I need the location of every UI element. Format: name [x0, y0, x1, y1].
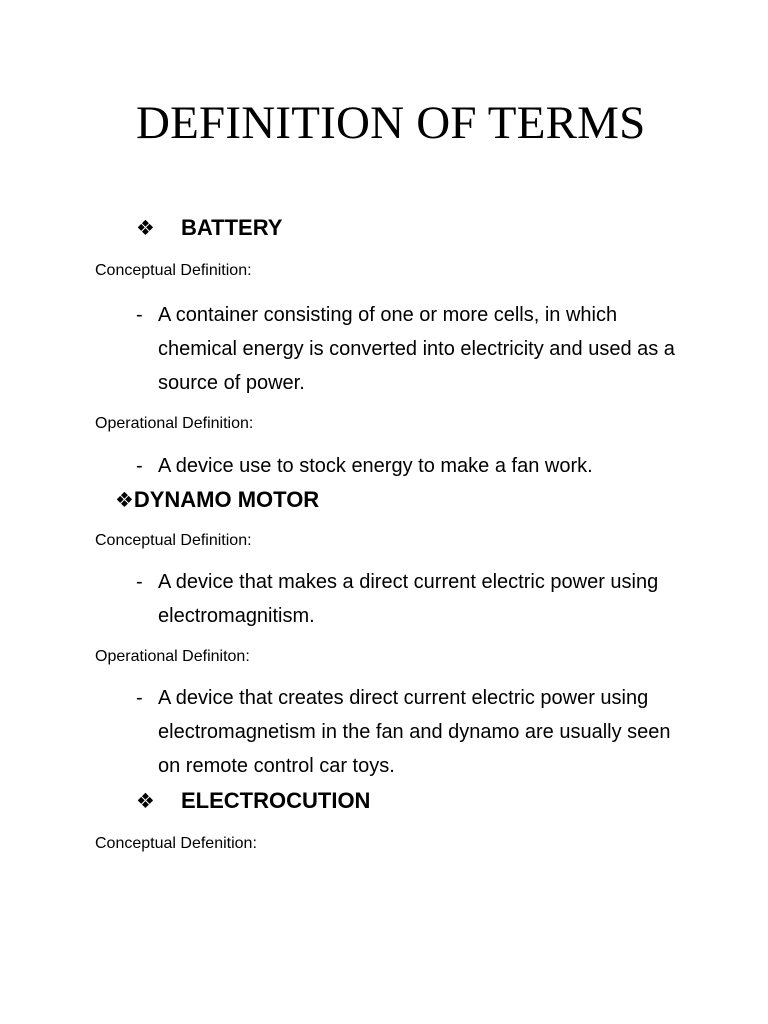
page-title: DEFINITION OF TERMS [136, 97, 646, 149]
dash-bullet-icon: - [136, 455, 143, 477]
section-title: DYNAMO MOTOR [133, 487, 320, 512]
definition-item [136, 449, 696, 483]
diamond-bullet-icon: ❖ [136, 216, 155, 240]
section-heading-dynamo-motor [115, 486, 319, 514]
operational-definition-label: Operational Definition: [95, 415, 254, 432]
diamond-bullet-icon: ❖ [136, 789, 155, 813]
dash-bullet-icon: - [136, 571, 143, 593]
definition-text: A device use to stock energy to make a fan work. [158, 455, 593, 477]
definition-text: A device that creates direct current electric power using electromagnetism in the fan and dynamo are usually seen on remote control car toys. [158, 687, 671, 777]
conceptual-definition-label: Conceptual Defenition: [95, 835, 257, 852]
section-heading-battery [136, 214, 282, 242]
section-title: ELECTROCUTION [181, 788, 371, 813]
conceptual-definition-label: Conceptual Definition: [95, 262, 252, 279]
definition-text: A container consisting of one or more cells, in which chemical energy is converted into electricity and used as a source of power. [158, 304, 675, 394]
section-title: BATTERY [181, 215, 283, 240]
conceptual-definition-label: Conceptual Definition: [95, 532, 252, 549]
operational-definition-label: Operational Definiton: [95, 648, 250, 665]
definition-item [136, 298, 696, 400]
definition-item [136, 565, 696, 633]
section-heading-electrocution [136, 787, 370, 815]
definition-item [136, 681, 696, 783]
definition-text: A device that makes a direct current electric power using electromagnitism. [158, 571, 659, 627]
dash-bullet-icon: - [136, 687, 143, 709]
dash-bullet-icon: - [136, 304, 143, 326]
diamond-bullet-icon: ❖ [115, 488, 134, 512]
